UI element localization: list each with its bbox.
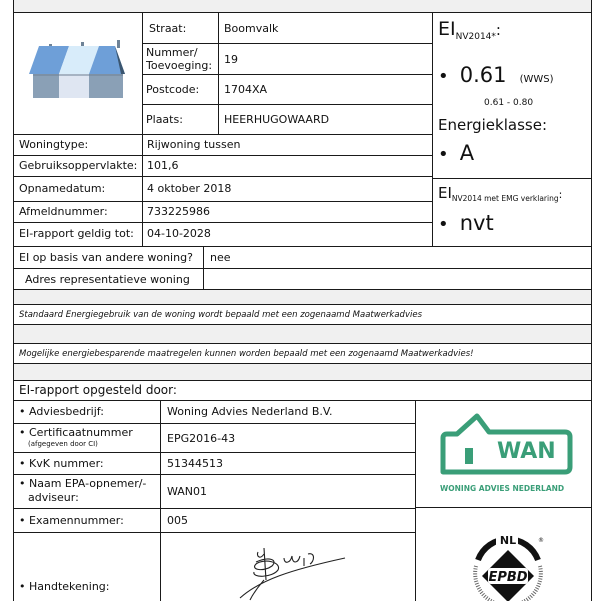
- prepared-by-title: EI-rapport opgesteld door:: [19, 383, 177, 397]
- divider: [13, 246, 592, 247]
- epa-name-value: WAN01: [167, 485, 208, 498]
- wan-text: WAN: [497, 439, 556, 464]
- ei-sub: NV2014*: [455, 32, 496, 42]
- detail-label-afmeldnummer: Afmeldnummer:: [19, 205, 108, 218]
- epa-name-label: • Naam EPA-opnemer/-: [19, 477, 146, 490]
- signature-image: [220, 540, 350, 601]
- divider: [13, 12, 592, 13]
- emg-main: EI: [438, 184, 452, 202]
- emg-sub: NV2014 met EMG verklaring: [451, 194, 559, 203]
- divider: [13, 222, 432, 223]
- kvk-value: 51344513: [167, 457, 223, 470]
- divider: [13, 268, 592, 269]
- exam-label: • Examennummer:: [19, 514, 124, 527]
- house-icon: [27, 40, 127, 102]
- ei-main: EI: [438, 18, 456, 40]
- ei-heading: [438, 18, 501, 42]
- divider: [13, 176, 432, 177]
- other-dwelling-value: nee: [210, 251, 231, 264]
- certificate-label: • Certificaatnummer: [19, 426, 133, 439]
- detail-value-afmeldnummer: 733225986: [147, 205, 210, 218]
- spacer-band: [13, 324, 591, 343]
- spacer-band: [13, 289, 591, 304]
- epbd-reg: ®: [538, 537, 544, 544]
- border-left: [13, 0, 14, 601]
- divider: [13, 400, 592, 401]
- epbd-logo: [468, 532, 548, 601]
- wan-logo: [437, 412, 573, 494]
- ei-colon: :: [495, 21, 501, 39]
- divider: [13, 532, 415, 533]
- detail-label-geldig: EI-rapport geldig tot:: [19, 227, 134, 240]
- bullet-icon: •: [438, 214, 449, 235]
- wan-tagline: WONING ADVIES NEDERLAND: [440, 484, 565, 493]
- ei-range: 0.61 - 0.80: [484, 98, 534, 108]
- divider: [415, 400, 416, 601]
- epbd-center-text: EPBD: [488, 570, 528, 585]
- number-label: Toevoeging:: [146, 59, 213, 72]
- advisor-label: • Adviesbedrijf:: [19, 405, 104, 418]
- divider: [415, 507, 592, 508]
- epa-name-label: adviseur:: [28, 491, 79, 504]
- divider: [218, 12, 219, 134]
- street-label: Straat:: [149, 22, 187, 35]
- energy-class-label: Energieklasse:: [438, 116, 547, 134]
- ei-unit: (WWS): [519, 74, 554, 85]
- spacer-band: [13, 363, 591, 380]
- divider: [13, 508, 415, 509]
- divider: [432, 178, 592, 179]
- divider: [13, 304, 592, 305]
- note-standard-usage: Standaard Energiegebruik van de woning wordt bepaald met een zogenaamd Maatwerkadvies: [19, 310, 422, 320]
- rep-address-label: Adres representatieve woning: [25, 273, 190, 286]
- street-value: Boomvalk: [224, 22, 279, 35]
- detail-value-opnamedatum: 4 oktober 2018: [147, 182, 232, 195]
- detail-label-oppervlakte: Gebruiksoppervlakte:: [19, 159, 138, 172]
- kvk-label: • KvK nummer:: [19, 457, 104, 470]
- emg-value: nvt: [459, 211, 494, 235]
- certificate-value: EPG2016-43: [167, 432, 236, 445]
- number-label: Nummer/: [146, 46, 198, 59]
- signature-label: • Handtekening:: [19, 580, 109, 593]
- emg-value-row: [438, 211, 494, 235]
- detail-value-oppervlakte: 101,6: [147, 159, 179, 172]
- detail-value-geldig: 04-10-2028: [147, 227, 211, 240]
- number-value: 19: [224, 53, 238, 66]
- divider: [432, 12, 433, 246]
- bullet-icon: •: [438, 144, 449, 165]
- divider: [13, 324, 592, 325]
- divider: [142, 12, 143, 246]
- bullet-icon: •: [438, 66, 449, 87]
- divider: [13, 423, 415, 424]
- divider: [142, 74, 432, 75]
- divider: [160, 400, 161, 601]
- divider: [142, 104, 432, 105]
- divider: [13, 134, 432, 135]
- epbd-emblem-icon: [468, 532, 548, 601]
- emg-heading: [438, 183, 562, 203]
- divider: [13, 474, 415, 475]
- note-measures: Mogelijke energiebesparende maatregelen kunnen worden bepaald met een zogenaamd Maatwerkadvies!: [19, 349, 474, 359]
- advisor-value: Woning Advies Nederland B.V.: [167, 405, 333, 418]
- postcode-value: 1704XA: [224, 83, 268, 96]
- postcode-label: Postcode:: [146, 83, 200, 96]
- divider: [13, 289, 592, 290]
- detail-value-woningtype: Rijwoning tussen: [147, 138, 241, 151]
- header-band: [13, 0, 591, 12]
- energy-class-value: A: [459, 141, 475, 165]
- divider: [13, 452, 415, 453]
- energy-class-row: [438, 141, 474, 165]
- ei-value: 0.61: [459, 63, 507, 87]
- divider: [13, 155, 432, 156]
- exam-value: 005: [167, 514, 188, 527]
- ei-value-row: [438, 63, 554, 87]
- city-label: Plaats:: [146, 113, 183, 126]
- detail-label-woningtype: Woningtype:: [19, 138, 89, 151]
- divider: [203, 246, 204, 289]
- other-dwelling-label: EI op basis van andere woning?: [19, 251, 193, 264]
- certificate-sublabel: (afgegeven door CI): [28, 440, 98, 448]
- emg-colon: :: [558, 188, 563, 201]
- border-right: [591, 0, 592, 601]
- divider: [13, 363, 592, 364]
- divider: [142, 43, 432, 44]
- divider: [13, 201, 432, 202]
- detail-label-opnamedatum: Opnamedatum:: [19, 182, 106, 195]
- divider: [13, 343, 592, 344]
- divider: [13, 380, 592, 381]
- city-value: HEERHUGOWAARD: [224, 113, 330, 126]
- epbd-top-text: NL: [499, 534, 517, 547]
